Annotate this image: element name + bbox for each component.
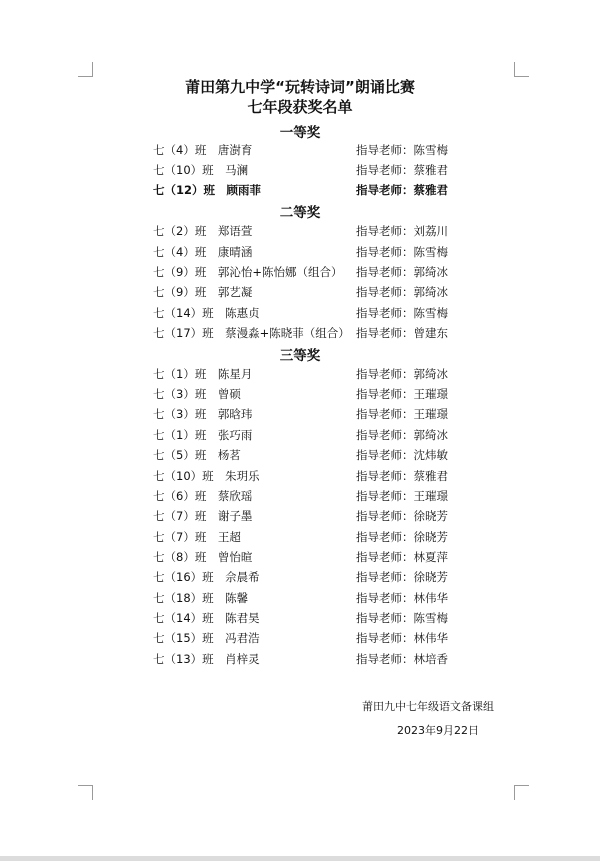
award-row (0, 588, 600, 608)
document-title: 莆田第九中学“玩转诗词”朗诵比赛 (185, 78, 415, 96)
teacher-name: 指导老师：徐晓芳 (356, 509, 448, 523)
teacher-name: 指导老师：陈雪梅 (356, 143, 448, 157)
teacher-name: 指导老师：陈雪梅 (356, 306, 448, 320)
footer-date: 2023年9月22日 (397, 724, 479, 737)
award-row (0, 303, 600, 323)
student-class-name: 七（2）班 郑语萱 (153, 224, 253, 238)
student-class-name: 七（16）班 佘晨希 (153, 570, 260, 584)
teacher-name: 指导老师：陈雪梅 (356, 245, 448, 259)
award-row (0, 323, 600, 343)
award-row (0, 527, 600, 547)
teacher-name: 指导老师：郭绮冰 (356, 265, 448, 279)
award-row (0, 628, 600, 648)
teacher-name: 指导老师：郭绮冰 (356, 367, 448, 381)
teacher-name: 指导老师：王璀璟 (356, 387, 448, 401)
award-row (0, 466, 600, 486)
award-row (0, 180, 600, 200)
student-class-name: 七（4）班 唐澍育 (153, 143, 253, 157)
award-row (0, 404, 600, 424)
margin-corner-top-left (78, 62, 93, 77)
student-class-name: 七（9）班 郭沁怡+陈怡娜（组合） (153, 265, 343, 279)
student-class-name: 七（15）班 冯君浩 (153, 631, 260, 645)
award-row (0, 242, 600, 262)
student-class-name: 七（6）班 蔡欣瑶 (153, 489, 253, 503)
award-row (0, 384, 600, 404)
award-row (0, 425, 600, 445)
award-row (0, 160, 600, 180)
page-bottom-edge (0, 856, 600, 861)
student-class-name: 七（10）班 朱玥乐 (153, 469, 260, 483)
student-class-name: 七（14）班 陈惠贞 (153, 306, 260, 320)
award-row (0, 608, 600, 628)
student-class-name: 七（1）班 陈星月 (153, 367, 253, 381)
student-class-name: 七（5）班 杨茗 (153, 448, 241, 462)
document-subtitle: 七年段获奖名单 (247, 98, 353, 116)
student-class-name: 七（17）班 蔡漫淼+陈晓菲（组合） (153, 326, 350, 340)
teacher-name: 指导老师：陈雪梅 (356, 611, 448, 625)
student-class-name: 七（10）班 马澜 (153, 163, 249, 177)
margin-corner-bottom-right (514, 785, 529, 800)
teacher-name: 指导老师：徐晓芳 (356, 570, 448, 584)
award-row (0, 140, 600, 160)
award-row (0, 262, 600, 282)
teacher-name: 指导老师：王璀璟 (356, 407, 448, 421)
award-row (0, 506, 600, 526)
section-heading-third-prize: 三等奖 (279, 348, 321, 364)
margin-corner-top-right (514, 62, 529, 77)
teacher-name: 指导老师：蔡雅君 (356, 163, 448, 177)
award-row (0, 282, 600, 302)
award-row (0, 364, 600, 384)
student-class-name: 七（8）班 曾怡暄 (153, 550, 253, 564)
student-class-name: 七（1）班 张巧雨 (153, 428, 253, 442)
award-row (0, 567, 600, 587)
student-class-name: 七（3）班 郭晗玮 (153, 407, 253, 421)
student-class-name: 七（3）班 曾硕 (153, 387, 241, 401)
student-class-name: 七（14）班 陈君昊 (153, 611, 260, 625)
award-row (0, 221, 600, 241)
student-class-name: 七（13）班 肖梓灵 (153, 652, 260, 666)
teacher-name: 指导老师：沈炜敏 (356, 448, 448, 462)
teacher-name: 指导老师：林伟华 (356, 591, 448, 605)
student-class-name: 七（7）班 谢子墨 (153, 509, 253, 523)
teacher-name: 指导老师：蔡雅君 (356, 183, 448, 197)
student-class-name: 七（7）班 王超 (153, 530, 241, 544)
teacher-name: 指导老师：郭绮冰 (356, 285, 448, 299)
section-heading-first-prize: 一等奖 (279, 125, 321, 141)
footer-group-name: 莆田九中七年级语文备课组 (362, 700, 494, 713)
teacher-name: 指导老师：蔡雅君 (356, 469, 448, 483)
award-row (0, 649, 600, 669)
award-row (0, 486, 600, 506)
student-class-name: 七（18）班 陈馨 (153, 591, 249, 605)
student-class-name: 七（4）班 康晴涵 (153, 245, 253, 259)
teacher-name: 指导老师：王璀璟 (356, 489, 448, 503)
student-class-name: 七（9）班 郭艺凝 (153, 285, 253, 299)
student-class-name: 七（12）班 顾雨菲 (153, 183, 262, 197)
section-heading-second-prize: 二等奖 (279, 205, 321, 221)
teacher-name: 指导老师：林伟华 (356, 631, 448, 645)
teacher-name: 指导老师：林夏萍 (356, 550, 448, 564)
teacher-name: 指导老师：曾建东 (356, 326, 448, 340)
teacher-name: 指导老师：郭绮冰 (356, 428, 448, 442)
margin-corner-bottom-left (78, 785, 93, 800)
teacher-name: 指导老师：刘荔川 (356, 224, 448, 238)
award-row (0, 445, 600, 465)
teacher-name: 指导老师：林培香 (356, 652, 448, 666)
award-row (0, 547, 600, 567)
teacher-name: 指导老师：徐晓芳 (356, 530, 448, 544)
